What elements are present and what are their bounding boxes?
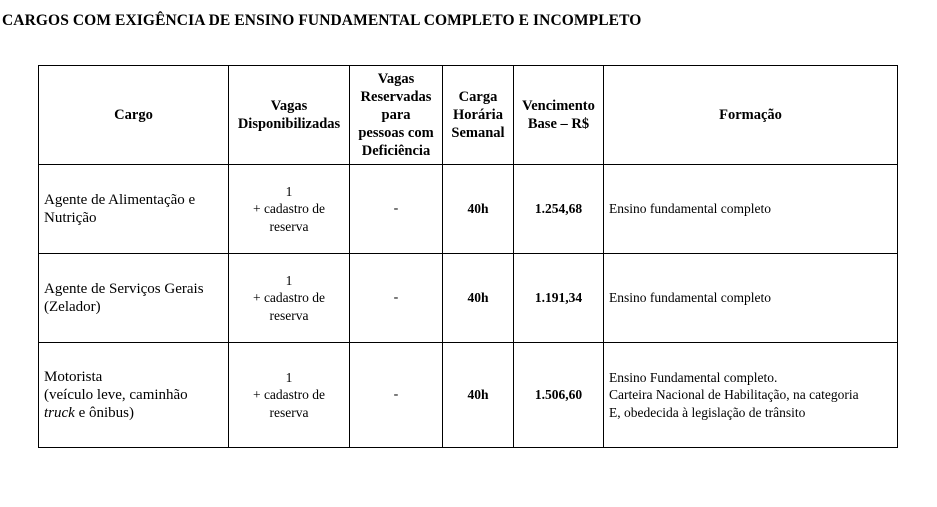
header-vencimento-line: Base – R$ [527, 116, 590, 132]
header-carga-line: Horária [453, 107, 503, 123]
vagas-line: reserva [269, 307, 309, 323]
cell-vagas [229, 254, 350, 343]
cargo-line: Motorista [44, 369, 103, 385]
formacao-line: Carteira Nacional de Habilitação, na categoria [609, 387, 859, 403]
cell-vagas [229, 343, 350, 448]
header-carga-line: Semanal [451, 125, 505, 141]
cell-carga: 40h [443, 254, 514, 343]
cargo-line-rest: e ônibus) [74, 405, 134, 421]
cell-carga: 40h [443, 343, 514, 448]
formacao-line: Ensino fundamental completo [609, 201, 771, 217]
cell-formacao [604, 254, 898, 343]
cell-carga: 40h [443, 165, 514, 254]
vagas-line: + cadastro de [252, 290, 326, 306]
cell-reservadas: - [350, 165, 443, 254]
cargo-line: (Zelador) [44, 299, 101, 315]
cell-vencimento: 1.254,68 [514, 165, 604, 254]
header-reservadas [350, 66, 443, 165]
page-title: CARGOS COM EXIGÊNCIA DE ENSINO FUNDAMENTAL COMPLETO E INCOMPLETO [2, 12, 642, 29]
table-row [39, 343, 898, 448]
cargo-italic-word: truck [44, 405, 75, 421]
vagas-line: reserva [269, 404, 309, 420]
vagas-line: 1 [285, 272, 293, 288]
header-vencimento [514, 66, 604, 165]
cell-vencimento: 1.191,34 [514, 254, 604, 343]
header-reservadas-line: Deficiência [361, 143, 431, 159]
vagas-line: + cadastro de [252, 201, 326, 217]
jobs-table [38, 65, 898, 448]
cell-vencimento: 1.506,60 [514, 343, 604, 448]
cell-formacao [604, 343, 898, 448]
formacao-line: Ensino Fundamental completo. [609, 369, 778, 385]
cargo-line: Nutrição [44, 210, 97, 226]
formacao-line: E, obedecida à legislação de trânsito [609, 404, 806, 420]
header-formacao: Formação [604, 66, 898, 165]
header-vagas-line: Vagas [270, 98, 308, 114]
cell-formacao [604, 165, 898, 254]
header-cargo: Cargo [39, 66, 229, 165]
vagas-line: 1 [285, 369, 293, 385]
header-carga [443, 66, 514, 165]
cargo-line: (veículo leve, caminhão [44, 387, 188, 403]
cell-vagas [229, 165, 350, 254]
header-reservadas-line: pessoas com [358, 125, 434, 141]
header-reservadas-line: para [381, 107, 411, 123]
cell-reservadas: - [350, 343, 443, 448]
cargo-line: Agente de Serviços Gerais [44, 281, 204, 297]
table-row [39, 254, 898, 343]
vagas-line: 1 [285, 183, 293, 199]
cargo-line [44, 404, 228, 422]
cell-reservadas: - [350, 254, 443, 343]
header-reservadas-line: Reservadas [360, 89, 432, 105]
header-vagas [229, 66, 350, 165]
cargo-line: Agente de Alimentação e [44, 192, 196, 208]
cell-cargo [39, 254, 229, 343]
table-row [39, 165, 898, 254]
header-carga-line: Carga [458, 89, 498, 105]
table-header-row [39, 66, 898, 165]
vagas-line: + cadastro de [252, 387, 326, 403]
header-vagas-line: Disponibilizadas [237, 116, 341, 132]
header-vencimento-line: Vencimento [522, 98, 595, 114]
cell-cargo [39, 165, 229, 254]
cell-cargo [39, 343, 229, 448]
header-reservadas-line: Vagas [377, 71, 415, 87]
formacao-line: Ensino fundamental completo [609, 290, 771, 306]
vagas-line: reserva [269, 218, 309, 234]
